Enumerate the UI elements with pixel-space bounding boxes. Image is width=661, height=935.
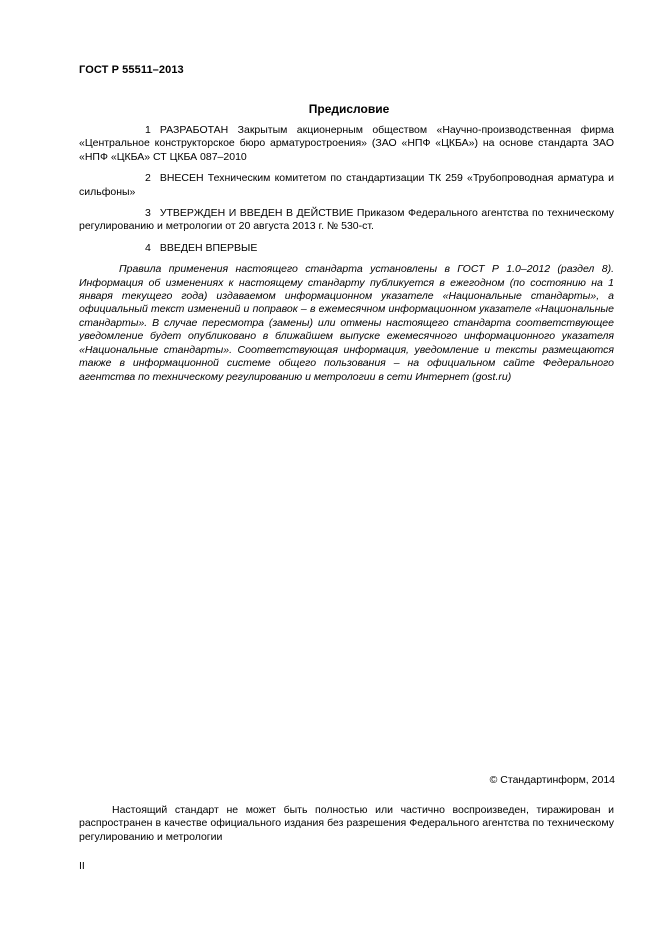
item-text: ВНЕСЕН Техническим комитетом по стандартизации ТК 259 «Трубопроводная арматура и сильфоны» [79, 172, 614, 198]
document-header: ГОСТ Р 55511–2013 [79, 64, 184, 76]
item-number: 3 [145, 207, 151, 220]
page-number: II [79, 860, 85, 872]
foreword-item [79, 242, 614, 255]
copyright-notice: © Стандартинформ, 2014 [489, 774, 615, 786]
item-text: УТВЕРЖДЕН И ВВЕДЕН В ДЕЙСТВИЕ Приказом Федерального агентства по техническому регулированию и метрологии от 20 августа 2013 г. № 530-ст. [79, 207, 614, 233]
foreword-item [79, 124, 614, 164]
foreword-item [79, 207, 614, 234]
section-title: Предисловие [308, 102, 390, 116]
reproduction-notice: Настоящий стандарт не может быть полностью или частично воспроизведен, тиражирован и распространен в качестве официального издания без разрешения Федерального агентства по техническому регулированию и метрологии [79, 804, 614, 843]
item-number: 1 [145, 124, 151, 136]
item-number: 4 [145, 241, 151, 254]
item-number: 2 [145, 172, 151, 185]
foreword-content [79, 124, 614, 384]
item-text: ВВЕДЕН ВПЕРВЫЕ [159, 241, 258, 254]
item-text: РАЗРАБОТАН Закрытым акционерным обществом «Научно-производственная фирма «Центральное конструкторское бюро арматуростроения» (ЗАО «НПФ «ЦКБА») на основе стандарта ЗАО «НПФ «ЦКБА» СТ ЦКБА 087–2010 [79, 124, 614, 163]
foreword-item [79, 172, 614, 199]
application-rules-note: Правила применения настоящего стандарта установлены в ГОСТ Р 1.0–2012 (раздел 8). Информация об изменениях к настоящему стандарту публикуется в ежегодном (по состоянию на 1 января текущего года) издаваемом информационном указателе «Национальные стандарты», а официальный текст изменений и поправок – в ежемесячном информационном указателе «Национальные стандарты». В случае пересмотра (замены) или отмены настоящего стандарта соответствующее уведомление будет опубликовано в ближайшем выпуске ежемесячного информационного указателя «Национальные стандарты». Соответствующая информация, уведомление и тексты размещаются также в информационной системе общего пользования – на официальном сайте Федерального агентства по техническому регулированию и метрологии в сети Интернет (gost.ru) [79, 263, 614, 383]
